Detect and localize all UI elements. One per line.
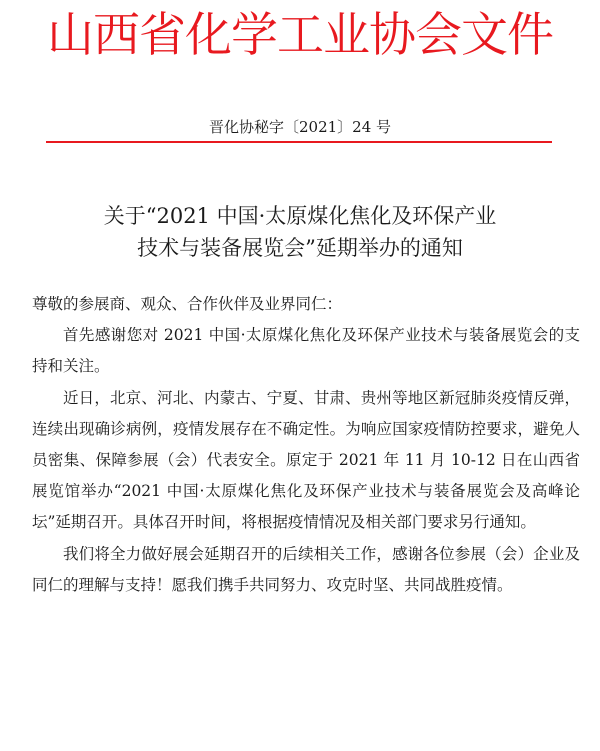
notice-title-line-1: 关于“2021 中国·太原煤化焦化及环保产业 (103, 204, 497, 228)
document-number: 晋化协秘字〔2021〕24 号 (208, 118, 392, 136)
notice-body (32, 289, 580, 601)
issuing-organization-title: 山西省化学工业协会文件 (47, 8, 553, 63)
header-divider-line (46, 141, 552, 143)
notice-title-line-2: 技术与装备展览会”延期举办的通知 (137, 236, 463, 260)
body-paragraph-postponement: 近日，北京、河北、内蒙古、宁夏、甘肃、贵州等地区新冠肺炎疫情反弹，连续出现确诊病例，疫情发展存在不确定性。为响应国家疫情防控要求，避免人员密集、保障参展（会）代表安全。原定于 2021 年 11 月 10-12 日在山西省展览馆举办“2021 中国·太原煤化焦化及环保产业技术与装备展览会及高峰论坛”延期召开。具体召开时间，将根据疫情情况及相关部门要求另行通知。 (32, 388, 580, 532)
notice-title (0, 200, 600, 264)
body-paragraph-thanks: 首先感谢您对 2021 中国·太原煤化焦化及环保产业技术与装备展览会的支持和关注。 (32, 326, 580, 376)
salutation: 尊敬的参展商、观众、合作伙伴及业界同仁： (32, 295, 343, 313)
body-paragraph-closing: 我们将全力做好展会延期召开的后续相关工作，感谢各位参展（会）企业及同仁的理解与支持！愿我们携手共同努力、攻克时坚、共同战胜疫情。 (32, 544, 580, 594)
